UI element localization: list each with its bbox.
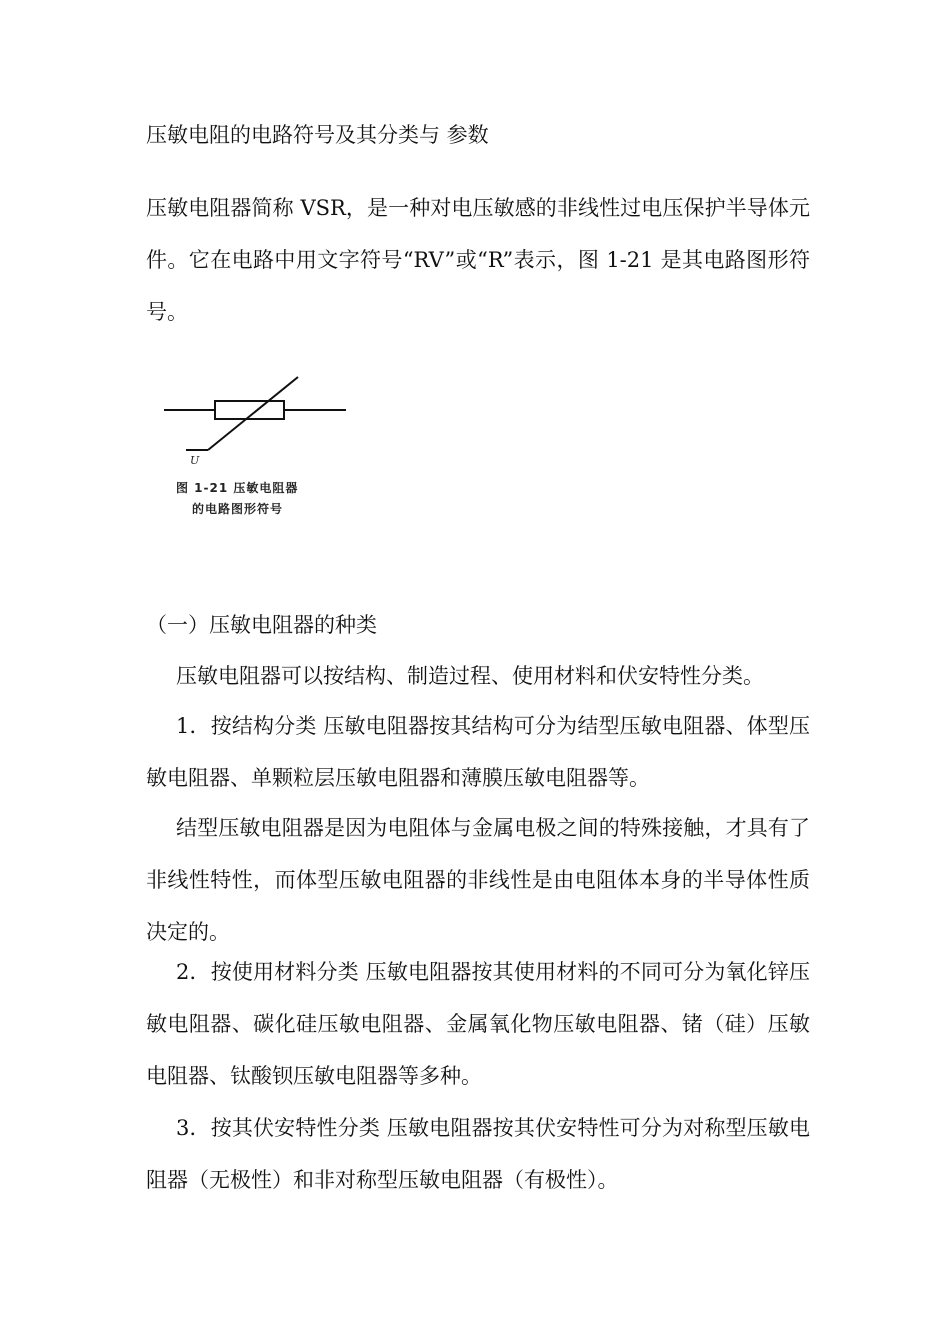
figure-caption-line1: 图 1-21 压敏电阻器 [176, 481, 299, 495]
intro-paragraph: 压敏电阻器简称 VSR，是一种对电压敏感的非线性过电压保护半导体元件。它在电路中用文字符号“RV”或“R”表示，图 1-21 是其电路图形符号。 [146, 196, 810, 324]
paragraph-junction-vs-bulk: 结型压敏电阻器是因为电阻体与金属电极之间的特殊接触，才具有了非线性特性，而体型压敏电阻器的非线性是由电阻体本身的半导体性质决定的。 [146, 816, 810, 944]
section-heading: （一）压敏电阻器的种类 [146, 613, 377, 637]
paragraph-by-material: 2．按使用材料分类 压敏电阻器按其使用材料的不同可分为氧化锌压敏电阻器、碳化硅压敏电阻器、金属氧化物压敏电阻器、锗（硅）压敏电阻器、钛酸钡压敏电阻器等多种。 [146, 960, 810, 1088]
symbol-voltage-label: U [190, 454, 200, 467]
paragraph-by-structure: 1．按结构分类 压敏电阻器按其结构可分为结型压敏电阻器、体型压敏电阻器、单颗粒层压敏电阻器和薄膜压敏电阻器等。 [146, 714, 810, 790]
paragraph-by-vi-characteristic: 3．按其伏安特性分类 压敏电阻器按其伏安特性可分为对称型压敏电阻器（无极性）和非对称型压敏电阻器（有极性）。 [146, 1116, 810, 1192]
varistor-circuit-symbol [160, 368, 360, 478]
page-title: 压敏电阻的电路符号及其分类与 参数 [146, 123, 489, 147]
paragraph-classification-overview: 压敏电阻器可以按结构、制造过程、使用材料和伏安特性分类。 [176, 664, 764, 688]
figure-caption [176, 478, 356, 520]
varistor-symbol-figure [160, 368, 360, 528]
figure-caption-line2: 的电路图形符号 [192, 502, 284, 516]
